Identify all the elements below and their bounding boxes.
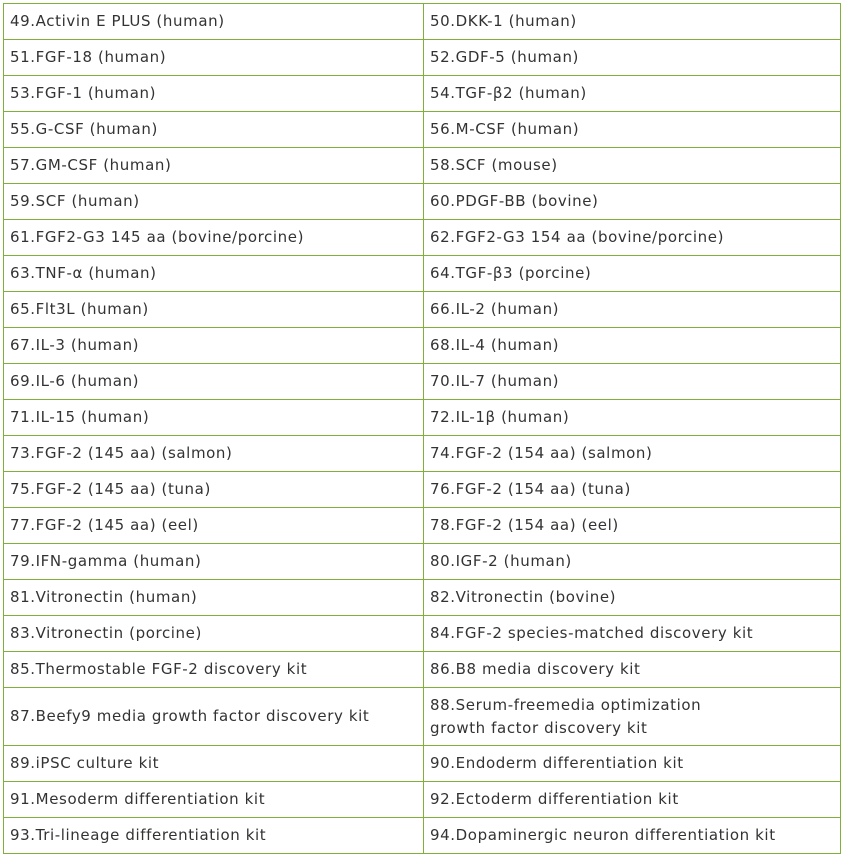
table-cell: 76.FGF-2 (154 aa) (tuna) xyxy=(424,472,841,508)
table-cell: 84.FGF-2 species-matched discovery kit xyxy=(424,616,841,652)
table-cell: 69.IL-6 (human) xyxy=(4,364,424,400)
table-row xyxy=(4,40,841,76)
table-row xyxy=(4,328,841,364)
table-row xyxy=(4,220,841,256)
table-cell: 56.M-CSF (human) xyxy=(424,112,841,148)
table-cell: 62.FGF2-G3 154 aa (bovine/porcine) xyxy=(424,220,841,256)
table-cell: 74.FGF-2 (154 aa) (salmon) xyxy=(424,436,841,472)
table-cell: 67.IL-3 (human) xyxy=(4,328,424,364)
table-row xyxy=(4,472,841,508)
table-row xyxy=(4,436,841,472)
table-cell: 92.Ectoderm differentiation kit xyxy=(424,782,841,818)
table-cell: 49.Activin E PLUS (human) xyxy=(4,4,424,40)
product-table xyxy=(3,3,841,854)
table-cell: 89.iPSC culture kit xyxy=(4,746,424,782)
table-cell: 87.Beefy9 media growth factor discovery kit xyxy=(4,688,424,746)
table-row xyxy=(4,148,841,184)
table-cell: 66.IL-2 (human) xyxy=(424,292,841,328)
table-cell: 91.Mesoderm differentiation kit xyxy=(4,782,424,818)
table-row xyxy=(4,4,841,40)
table-row xyxy=(4,782,841,818)
table-cell: 51.FGF-18 (human) xyxy=(4,40,424,76)
table-cell: 85.Thermostable FGF-2 discovery kit xyxy=(4,652,424,688)
table-cell: 78.FGF-2 (154 aa) (eel) xyxy=(424,508,841,544)
table-row xyxy=(4,580,841,616)
table-cell: 94.Dopaminergic neuron differentiation kit xyxy=(424,818,841,854)
table-row xyxy=(4,544,841,580)
table-cell: 68.IL-4 (human) xyxy=(424,328,841,364)
table-cell: 72.IL-1β (human) xyxy=(424,400,841,436)
cell-line: growth factor discovery kit xyxy=(430,718,648,737)
table-row xyxy=(4,256,841,292)
table-cell: 55.G-CSF (human) xyxy=(4,112,424,148)
table-cell: 86.B8 media discovery kit xyxy=(424,652,841,688)
table-cell: 77.FGF-2 (145 aa) (eel) xyxy=(4,508,424,544)
cell-line: 88.Serum-freemedia optimization xyxy=(430,695,702,714)
table-cell: 73.FGF-2 (145 aa) (salmon) xyxy=(4,436,424,472)
table-cell: 53.FGF-1 (human) xyxy=(4,76,424,112)
table-row xyxy=(4,400,841,436)
table-row xyxy=(4,652,841,688)
table-row xyxy=(4,746,841,782)
table-row xyxy=(4,112,841,148)
table-cell: 60.PDGF-BB (bovine) xyxy=(424,184,841,220)
table-cell: 83.Vitronectin (porcine) xyxy=(4,616,424,652)
table-cell: 63.TNF-α (human) xyxy=(4,256,424,292)
table-row xyxy=(4,292,841,328)
table-cell: 93.Tri-lineage differentiation kit xyxy=(4,818,424,854)
table-row xyxy=(4,76,841,112)
table-row xyxy=(4,508,841,544)
table-cell: 54.TGF-β2 (human) xyxy=(424,76,841,112)
table-cell: 75.FGF-2 (145 aa) (tuna) xyxy=(4,472,424,508)
table-cell: 71.IL-15 (human) xyxy=(4,400,424,436)
table-cell: 65.Flt3L (human) xyxy=(4,292,424,328)
table-cell: 64.TGF-β3 (porcine) xyxy=(424,256,841,292)
table-row xyxy=(4,818,841,854)
table-cell: 59.SCF (human) xyxy=(4,184,424,220)
table-row xyxy=(4,616,841,652)
table-cell: 80.IGF-2 (human) xyxy=(424,544,841,580)
table-cell: 61.FGF2-G3 145 aa (bovine/porcine) xyxy=(4,220,424,256)
table-cell: 70.IL-7 (human) xyxy=(424,364,841,400)
table-cell: 82.Vitronectin (bovine) xyxy=(424,580,841,616)
table-cell: 81.Vitronectin (human) xyxy=(4,580,424,616)
table-row xyxy=(4,364,841,400)
table-cell xyxy=(424,688,841,746)
table-row xyxy=(4,184,841,220)
table-cell: 79.IFN-gamma (human) xyxy=(4,544,424,580)
table-cell: 57.GM-CSF (human) xyxy=(4,148,424,184)
table-cell: 50.DKK-1 (human) xyxy=(424,4,841,40)
table-cell: 90.Endoderm differentiation kit xyxy=(424,746,841,782)
table-cell: 52.GDF-5 (human) xyxy=(424,40,841,76)
table-cell: 58.SCF (mouse) xyxy=(424,148,841,184)
table-row xyxy=(4,688,841,746)
